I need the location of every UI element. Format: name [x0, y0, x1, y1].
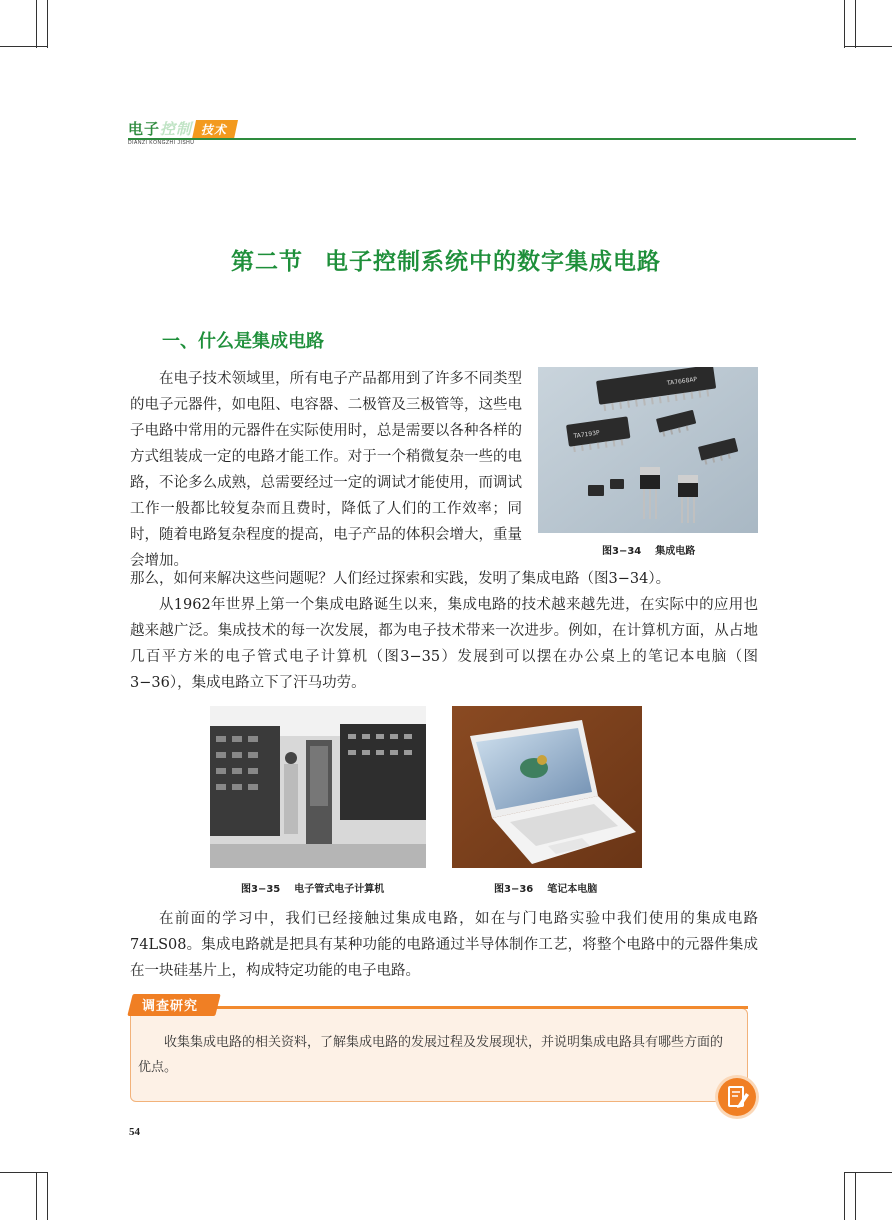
- paragraph-1: 在电子技术领域里，所有电子产品都用到了许多不同类型的电子元器件，如电阻、电容器、二极管及三极管等，这些电子电路中常用的元器件在实际使用时，总是需要以各种各样的方式组装成一定的电路才能工作。对于一个稍微复杂一些的电路，不论多么成熟，总需要经过一定的调试才能使用，而调试工作一般都比较复杂而且费时，降低了人们的工作效率；同时，随着电路复杂程度的提高，电子产品的体积会增大，重量会增加。: [130, 371, 522, 569]
- logo-main: 电子: [128, 120, 161, 138]
- pencil-note-icon: [718, 1078, 756, 1116]
- research-box-rule: [130, 1006, 748, 1009]
- caption-fig-3-34: 图3−34 集成电路: [602, 546, 696, 557]
- research-box-label: 调查研究: [142, 999, 199, 1014]
- paragraph-2: 从1962年世界上第一个集成电路诞生以来，集成电路的技术越来越先进，在实际中的应用也越来越广泛。集成技术的每一次发展，都为电子技术带来一次进步。例如，在计算机方面，从占地几百平方米的电子管式电子计算机（图3−35）发展到可以摆在办公桌上的笔记本电脑（图3−36），集成电路立下了汗马功劳。: [130, 597, 758, 691]
- paragraph-1-tail: 那么，如何来解决这些问题呢？人们经过探索和实践，发明了集成电路（图3−34）。: [130, 571, 671, 587]
- figure-laptop: [452, 706, 642, 868]
- research-box-text: 收集集成电路的相关资料，了解集成电路的发展过程及发展现状，并说明集成电路具有哪些方面的优点。: [138, 1035, 724, 1075]
- chip-label-2: TA7193P: [573, 429, 601, 441]
- chip-label-1: TA7668AP: [666, 375, 698, 388]
- figure-tube-computer: [210, 706, 426, 868]
- paragraph-3: 在前面的学习中，我们已经接触过集成电路，如在与门电路实验中我们使用的集成电路 74LS08。集成电路就是把具有某种功能的电路通过半导体制作工艺，将整个电路中的元器件集成在一块硅基片上，构成特定功能的电子电路。: [130, 911, 758, 979]
- logo-pinyin: DIANZI KONGZHI JISHU: [128, 140, 195, 146]
- header-logo: [128, 118, 236, 146]
- caption-fig-3-36: 图3−36 笔记本电脑: [494, 884, 598, 895]
- caption-fig-3-35: 图3−35 电子管式电子计算机: [241, 884, 385, 895]
- figure-integrated-circuits: [538, 367, 758, 533]
- page-number: 54: [129, 1126, 140, 1138]
- header-rule: [128, 138, 856, 140]
- subsection-title: 一、什么是集成电路: [162, 331, 324, 352]
- logo-ghost: 控制: [160, 120, 193, 138]
- section-title: 第二节 电子控制系统中的数字集成电路: [231, 249, 661, 275]
- logo-tag: 技术: [192, 120, 238, 139]
